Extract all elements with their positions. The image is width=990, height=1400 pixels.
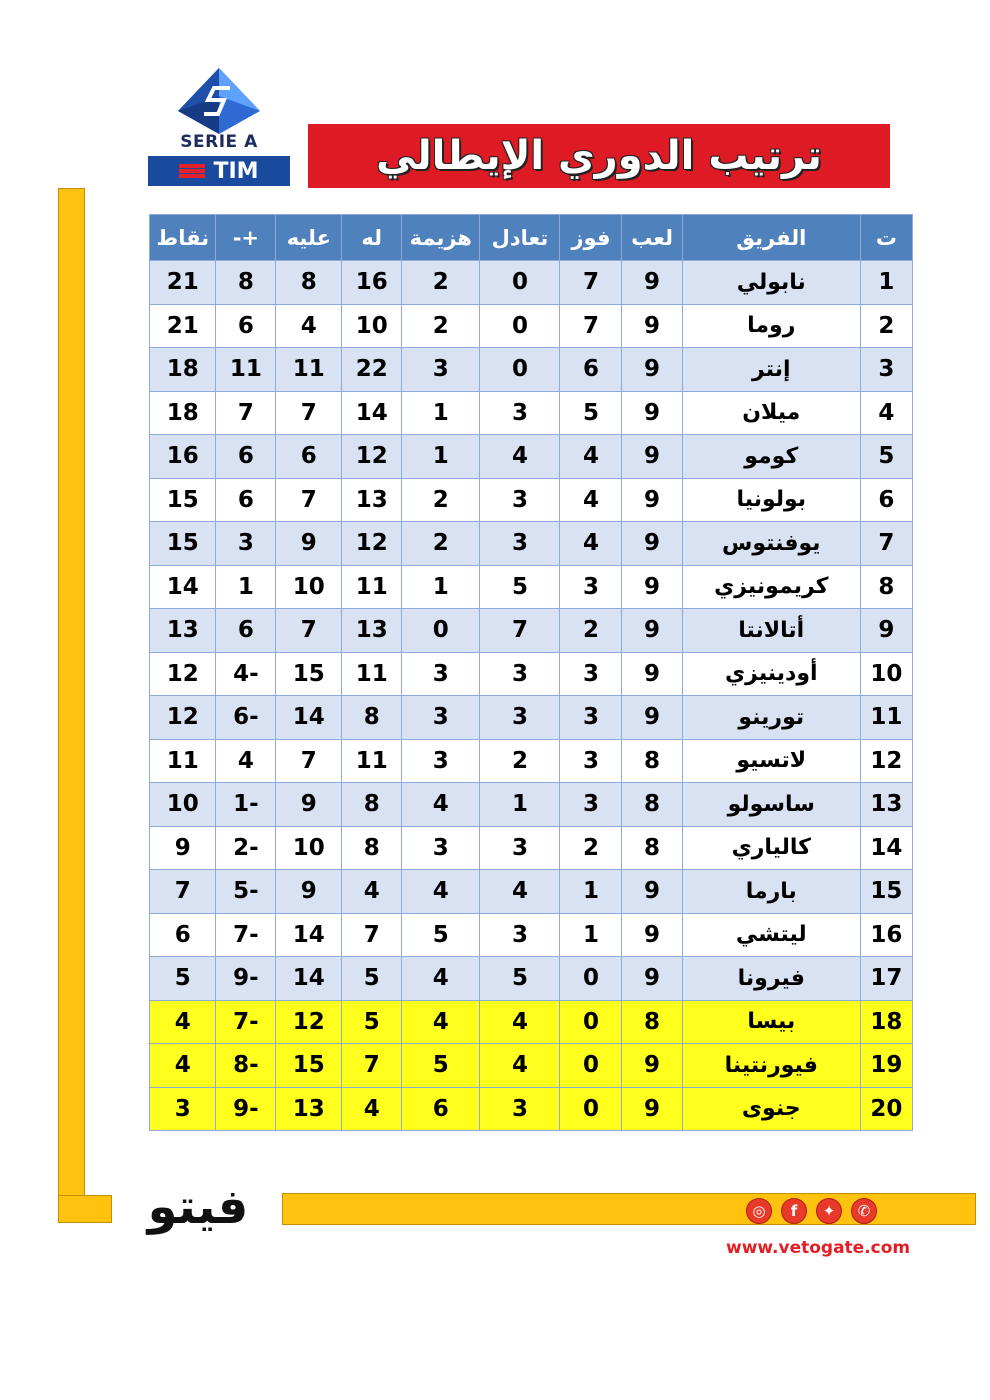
column-header: تعادل [480,215,560,261]
stat-cell: 9 [622,696,682,740]
column-header: نقاط [150,215,216,261]
instagram-icon[interactable]: ◎ [746,1198,772,1224]
stat-cell: 9 [622,391,682,435]
facebook-icon[interactable]: f [781,1198,807,1224]
stat-cell: 4 [480,1000,560,1044]
stat-cell: 5 [342,1000,402,1044]
stat-cell: 7 [276,739,342,783]
team-name-cell: بيسا [682,1000,860,1044]
table-row [150,565,913,609]
stat-cell: 5 [560,391,622,435]
team-name-cell: بارما [682,870,860,914]
table-row [150,304,913,348]
stat-cell: -8 [216,1044,276,1088]
stat-cell: 14 [150,565,216,609]
table-row [150,522,913,566]
stat-cell: 6 [560,348,622,392]
stat-cell: 9 [622,304,682,348]
serie-a-logo [148,66,290,188]
stat-cell: 7 [560,304,622,348]
stat-cell: 2 [402,478,480,522]
stat-cell: 2 [560,609,622,653]
stat-cell: 1 [216,565,276,609]
stat-cell: 4 [342,1087,402,1131]
veto-brand-text: فيتو [147,1179,249,1235]
table-row [150,609,913,653]
stat-cell: 10 [342,304,402,348]
table-body [150,261,913,1131]
stat-cell: 18 [150,391,216,435]
stat-cell: 11 [276,348,342,392]
team-name-cell: فيورنتينا [682,1044,860,1088]
stat-cell: 16 [342,261,402,305]
stat-cell: 14 [276,913,342,957]
stat-cell: 14 [276,957,342,1001]
stat-cell: 3 [560,696,622,740]
stat-cell: 3 [860,348,912,392]
stat-cell: 11 [216,348,276,392]
stat-cell: 11 [342,565,402,609]
table-row [150,478,913,522]
table-row [150,1044,913,1088]
stat-cell: 4 [402,1000,480,1044]
stat-cell: 4 [402,870,480,914]
stat-cell: 12 [150,696,216,740]
stat-cell: 6 [150,913,216,957]
stat-cell: 16 [860,913,912,957]
twitter-icon[interactable]: ✦ [816,1198,842,1224]
stat-cell: 8 [622,1000,682,1044]
stat-cell: 3 [480,826,560,870]
table-row [150,261,913,305]
stat-cell: 21 [150,261,216,305]
stat-cell: 6 [216,609,276,653]
stat-cell: 2 [560,826,622,870]
stat-cell: 4 [216,739,276,783]
table-row [150,391,913,435]
stat-cell: 3 [150,1087,216,1131]
stat-cell: 9 [150,826,216,870]
stat-cell: 4 [402,783,480,827]
stat-cell: 20 [860,1087,912,1131]
stat-cell: 5 [402,913,480,957]
stat-cell: -1 [216,783,276,827]
stat-cell: 3 [480,1087,560,1131]
stat-cell: 1 [480,783,560,827]
stat-cell: 14 [276,696,342,740]
table-row [150,783,913,827]
stat-cell: 9 [276,870,342,914]
stat-cell: 8 [342,783,402,827]
stat-cell: -7 [216,1000,276,1044]
stat-cell: 9 [622,957,682,1001]
team-name-cell: بولونيا [682,478,860,522]
stat-cell: 7 [216,391,276,435]
stat-cell: 3 [402,739,480,783]
stat-cell: -4 [216,652,276,696]
stat-cell: 2 [860,304,912,348]
stat-cell: 19 [860,1044,912,1088]
stat-cell: 1 [860,261,912,305]
stat-cell: 1 [560,870,622,914]
stat-cell: 0 [480,261,560,305]
stat-cell: 0 [560,1000,622,1044]
stat-cell: 12 [150,652,216,696]
team-name-cell: تورينو [682,696,860,740]
stat-cell: 13 [342,609,402,653]
stat-cell: 1 [402,435,480,479]
stat-cell: 9 [622,1044,682,1088]
stat-cell: 3 [402,696,480,740]
stat-cell: 5 [480,565,560,609]
stat-cell: 10 [150,783,216,827]
stat-cell: 18 [150,348,216,392]
stat-cell: 9 [860,609,912,653]
stat-cell: 12 [276,1000,342,1044]
stat-cell: 8 [622,783,682,827]
stat-cell: 5 [342,957,402,1001]
stat-cell: 4 [480,870,560,914]
team-name-cell: روما [682,304,860,348]
table-row [150,348,913,392]
website-link[interactable]: www.vetogate.com [726,1238,911,1258]
stat-cell: 16 [150,435,216,479]
stat-cell: -6 [216,696,276,740]
team-name-cell: كالياري [682,826,860,870]
logo-tim-bar [148,156,290,186]
stat-cell: 4 [480,1044,560,1088]
stat-cell: 0 [402,609,480,653]
team-name-cell: لاتسيو [682,739,860,783]
stat-cell: 9 [622,870,682,914]
stat-cell: 1 [560,913,622,957]
stat-cell: 8 [622,826,682,870]
team-name-cell: ساسولو [682,783,860,827]
stat-cell: 9 [622,435,682,479]
table-row [150,913,913,957]
stat-cell: 3 [402,348,480,392]
team-name-cell: ميلان [682,391,860,435]
stat-cell: 6 [216,435,276,479]
stat-cell: 1 [402,391,480,435]
stat-cell: 15 [276,652,342,696]
team-name-cell: جنوى [682,1087,860,1131]
stat-cell: 4 [342,870,402,914]
stat-cell: -2 [216,826,276,870]
stat-cell: 8 [276,261,342,305]
stat-cell: 2 [480,739,560,783]
stat-cell: 15 [276,1044,342,1088]
stat-cell: 9 [622,522,682,566]
table-row [150,870,913,914]
stat-cell: 9 [622,1087,682,1131]
stat-cell: 7 [276,391,342,435]
stat-cell: 9 [622,261,682,305]
column-header: عليه [276,215,342,261]
stat-cell: 3 [480,652,560,696]
stat-cell: 7 [276,478,342,522]
table-row [150,957,913,1001]
stat-cell: 17 [860,957,912,1001]
table-row [150,739,913,783]
stat-cell: 22 [342,348,402,392]
stat-cell: 11 [150,739,216,783]
column-header: الفريق [682,215,860,261]
stat-cell: 4 [860,391,912,435]
stat-cell: 8 [342,696,402,740]
stat-cell: 3 [480,696,560,740]
stat-cell: 10 [276,826,342,870]
logo-tim-text: TIM [213,158,259,184]
stat-cell: 3 [560,739,622,783]
stat-cell: 6 [216,478,276,522]
stat-cell: 13 [860,783,912,827]
stat-cell: 9 [622,478,682,522]
stat-cell: 0 [480,304,560,348]
stat-cell: 1 [402,565,480,609]
stat-cell: 9 [622,652,682,696]
stat-cell: 21 [150,304,216,348]
stat-cell: 8 [342,826,402,870]
team-name-cell: إنتر [682,348,860,392]
stat-cell: 2 [402,522,480,566]
stat-cell: 18 [860,1000,912,1044]
stat-cell: 3 [402,826,480,870]
stat-cell: 9 [622,565,682,609]
stat-cell: 4 [560,522,622,566]
stat-cell: 3 [402,652,480,696]
stat-cell: 5 [480,957,560,1001]
stat-cell: 6 [216,304,276,348]
tim-stripes-icon [179,164,205,178]
stat-cell: 4 [560,435,622,479]
stat-cell: 3 [480,478,560,522]
stat-cell: 3 [216,522,276,566]
stat-cell: -9 [216,957,276,1001]
frame-bar-bottom-left [58,1195,112,1223]
whatsapp-icon[interactable]: ✆ [851,1198,877,1224]
stat-cell: 5 [150,957,216,1001]
stat-cell: 3 [480,522,560,566]
stat-cell: 6 [860,478,912,522]
stat-cell: 12 [342,522,402,566]
stat-cell: 7 [342,1044,402,1088]
table-row [150,435,913,479]
stat-cell: -9 [216,1087,276,1131]
stat-cell: 0 [560,1044,622,1088]
table-row [150,1087,913,1131]
stat-cell: 5 [860,435,912,479]
stat-cell: -5 [216,870,276,914]
column-header: له [342,215,402,261]
stat-cell: 6 [276,435,342,479]
stat-cell: 0 [560,957,622,1001]
table-row [150,696,913,740]
stat-cell: 4 [276,304,342,348]
stat-cell: 4 [480,435,560,479]
table-row [150,826,913,870]
team-name-cell: ليتشي [682,913,860,957]
stat-cell: 0 [480,348,560,392]
stat-cell: 4 [402,957,480,1001]
stat-cell: 9 [622,609,682,653]
team-name-cell: كومو [682,435,860,479]
stat-cell: 9 [276,783,342,827]
veto-logo [128,1172,268,1242]
table-row [150,652,913,696]
stat-cell: 9 [622,913,682,957]
stat-cell: 13 [150,609,216,653]
stat-cell: 7 [480,609,560,653]
stat-cell: 2 [402,261,480,305]
stat-cell: 8 [860,565,912,609]
serie-a-shield-icon [168,66,270,136]
table-header-row [150,215,913,261]
stat-cell: 9 [622,348,682,392]
logo-serie-text: SERIE A [180,132,258,152]
stat-cell: 7 [342,913,402,957]
stat-cell: 13 [276,1087,342,1131]
column-header: هزيمة [402,215,480,261]
stat-cell: 7 [860,522,912,566]
stat-cell: 9 [276,522,342,566]
social-icons [746,1198,877,1224]
stat-cell: 4 [560,478,622,522]
team-name-cell: أتالانتا [682,609,860,653]
stat-cell: 15 [150,478,216,522]
stat-cell: 8 [216,261,276,305]
stat-cell: 12 [860,739,912,783]
stat-cell: 15 [150,522,216,566]
stat-cell: -7 [216,913,276,957]
stat-cell: 10 [276,565,342,609]
stat-cell: 3 [560,652,622,696]
team-name-cell: كريمونيزي [682,565,860,609]
stat-cell: 15 [860,870,912,914]
stat-cell: 13 [342,478,402,522]
stat-cell: 11 [342,739,402,783]
stat-cell: 4 [150,1000,216,1044]
team-name-cell: فيرونا [682,957,860,1001]
stat-cell: 7 [276,609,342,653]
stat-cell: 3 [560,783,622,827]
stat-cell: 7 [150,870,216,914]
stat-cell: 3 [560,565,622,609]
column-header: ت [860,215,912,261]
stat-cell: 14 [342,391,402,435]
stat-cell: 5 [402,1044,480,1088]
stat-cell: 7 [560,261,622,305]
stat-cell: 6 [402,1087,480,1131]
column-header: لعب [622,215,682,261]
stat-cell: 12 [342,435,402,479]
team-name-cell: يوفنتوس [682,522,860,566]
stat-cell: 8 [622,739,682,783]
stat-cell: 3 [480,913,560,957]
column-header: فوز [560,215,622,261]
stat-cell: 11 [342,652,402,696]
column-header: +- [216,215,276,261]
stat-cell: 3 [480,391,560,435]
stat-cell: 11 [860,696,912,740]
table-row [150,1000,913,1044]
team-name-cell: نابولي [682,261,860,305]
stat-cell: 2 [402,304,480,348]
stat-cell: 10 [860,652,912,696]
stat-cell: 4 [150,1044,216,1088]
team-name-cell: أودينيزي [682,652,860,696]
stat-cell: 0 [560,1087,622,1131]
stat-cell: 14 [860,826,912,870]
standings-table [149,214,913,1131]
page-title: ترتيب الدوري الإيطالي [308,124,890,188]
frame-bar-left [58,188,85,1223]
